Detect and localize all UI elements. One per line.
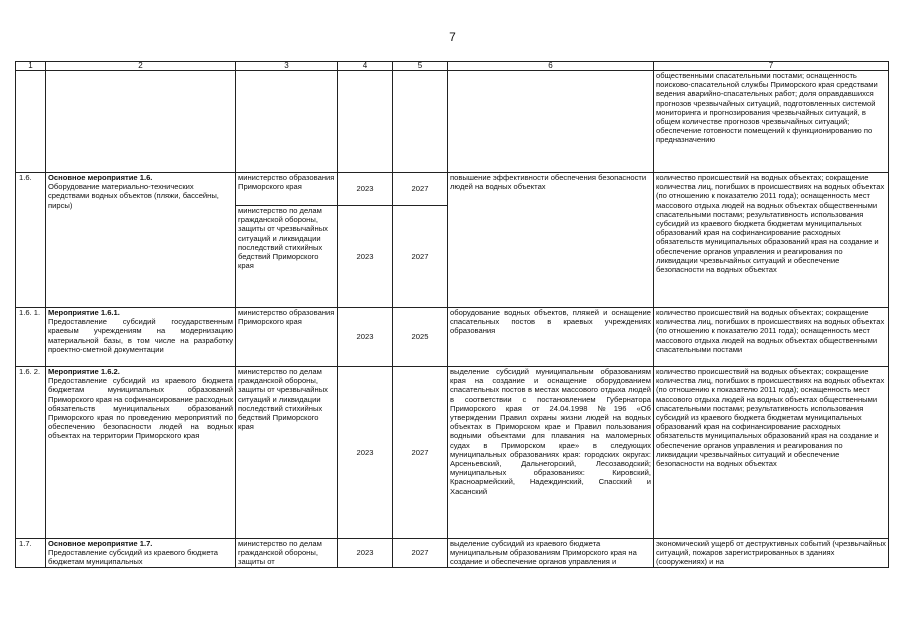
result-cell: повышение эффективности обеспечения безопасности людей на водных объектах (448, 173, 654, 308)
column-header: 7 (654, 62, 889, 71)
result-cell: выделение субсидий муниципальным образованиям края на создание и оснащение оборудованием спасательных постов в местах массового отдыха людей в соответствии с постановлением Губернатора Приморского края от 24.04.1998 №196 «Об утверждении Правил охраны жизни людей на водных объектах в Приморском крае и Правил пользования водными объектами для плавания на маломерных судах в Приморском крае» в следующих муниципальных образованиях края: городских округах: Арсеньевский, Дальнегорский, Лесозаводский; муниципальных образованиях: Кировский, Красноармейский, Надеждинский, Спасский и Хасанский (448, 367, 654, 539)
page-number: 7 (449, 30, 456, 44)
activity-cell (46, 539, 236, 568)
column-header: 2 (46, 62, 236, 71)
executor-cell: министерство по делам гражданской обороны, защиты от чрезвычайных ситуаций и ликвидации последствий стихийных бедствий Приморского края (236, 367, 338, 539)
column-header: 1 (16, 62, 46, 71)
activity-description: Оборудование материально-технических средствами водных объектов (пляжи, бассейны, пирсы) (48, 182, 219, 210)
end-year: 2025 (393, 308, 448, 367)
end-year: 2027 (393, 367, 448, 539)
column-header: 3 (236, 62, 338, 71)
executor-cell: министерство образования Приморского края (236, 308, 338, 367)
item-number: 1.7. (16, 539, 46, 568)
indicators-cell: экономический ущерб от деструктивных событий (чрезвычайных ситуаций, пожаров зарегистрированных в зданиях (сооружениях) и на (654, 539, 889, 568)
table-row-1-7 (16, 539, 889, 568)
executor-cell: министерство по делам гражданской обороны, защиты от чрезвычайных ситуаций и ликвидации последствий стихийных бедствий Приморского края (236, 206, 338, 308)
start-year: 2023 (338, 539, 393, 568)
indicators-cell: общественными спасательными постами; оснащенность поисково-спасательной службы Приморского края средствами ведения аварийно-спасательных работ; доля оправдавшихся прогнозов чрезвычайных ситуаций, подготовленных системой мониторинга и прогнозирования чрезвычайных ситуаций, в общем количестве прогнозов чрезвычайных ситуаций; обеспечение готовности помещений к функционированию по предназначению (654, 71, 889, 173)
item-number: 1.6. 2. (16, 367, 46, 539)
indicators-cell: количество происшествий на водных объектах; сокращение количества лиц, погибших в происшествиях на водных объектах (по отношению к показателю 2011 года); оснащенность мест массового отдыха людей на водных объектах общественными спасательными постами; результативность использования субсидий из краевого бюджета бюджетам муниципальных образований края на софинансирование расходных обязательств муниципальных образований края на создание и обеспечение органов управления и реагирования по ликвидации чрезвычайных ситуаций и обеспечение безопасности на водных объектах (654, 367, 889, 539)
activity-cell (46, 173, 236, 308)
activity-description: Предоставление субсидий из краевого бюджета бюджетам муниципальных образований Приморского края на софинансирование расходных обязательств муниципальных образований Приморского края по проведению мероприятий по обеспечению безопасности людей на водных объектах на территории Приморского края (48, 376, 233, 441)
program-table (15, 61, 889, 568)
item-number: 1.6. (16, 173, 46, 308)
activity-title: Мероприятие 1.6.2. (48, 367, 120, 376)
column-header: 5 (393, 62, 448, 71)
table-row-1-6-1 (16, 308, 889, 367)
start-year: 2023 (338, 173, 393, 206)
item-number: 1.6. 1. (16, 308, 46, 367)
start-year: 2023 (338, 367, 393, 539)
activity-title: Основное мероприятие 1.7. (48, 539, 153, 548)
end-year: 2027 (393, 173, 448, 206)
executor-cell: министерство образования Приморского края (236, 173, 338, 206)
result-cell: оборудование водных объектов, пляжей и оснащение спасательных постов в краевых учреждениях образования (448, 308, 654, 367)
executor-cell: министерство по делам гражданской обороны, защиты от (236, 539, 338, 568)
indicators-cell: количество происшествий на водных объектах; сокращение количества лиц, погибших в происшествиях на водных объектах (по отношению к показателю 2011 года); оснащенность мест массового отдыха людей на водных объектах общественными спасательными постами; результативность использования субсидий из краевого бюджета бюджетам муниципальных образований края на софинансирование расходных обязательств муниципальных образований края на создание и обеспечение органов управления и реагирования по ликвидации чрезвычайных ситуаций и обеспечение безопасности на водных объектах (654, 173, 889, 308)
activity-title: Мероприятие 1.6.1. (48, 308, 120, 317)
column-header: 4 (338, 62, 393, 71)
activity-description: Предоставление субсидий из краевого бюджета бюджетам муниципальных (48, 548, 219, 567)
activity-title: Основное мероприятие 1.6. (48, 173, 153, 182)
result-cell: выделение субсидий из краевого бюджета муниципальным образованиям Приморского края на создание и обеспечение органов управления и (448, 539, 654, 568)
table-row-1-6-2 (16, 367, 889, 539)
activity-cell (46, 367, 236, 539)
column-header: 6 (448, 62, 654, 71)
end-year: 2027 (393, 206, 448, 308)
indicators-cell: количество происшествий на водных объектах; сокращение количества лиц, погибших в происшествиях на водных объектах (по отношению к показателю 2011 года); оснащенность мест массового отдыха людей на водных объектах общественными спасательными постами (654, 308, 889, 367)
end-year: 2027 (393, 539, 448, 568)
start-year: 2023 (338, 308, 393, 367)
column-number-row (16, 62, 889, 71)
activity-description: Предоставление субсидий государственным краевым учреждениям на модернизацию материальной базы, в том числе на разработку проектно-сметной документации (48, 317, 233, 354)
start-year: 2023 (338, 206, 393, 308)
table-row-continuation (16, 71, 889, 173)
table-row-1-6 (16, 173, 889, 206)
activity-cell (46, 308, 236, 367)
